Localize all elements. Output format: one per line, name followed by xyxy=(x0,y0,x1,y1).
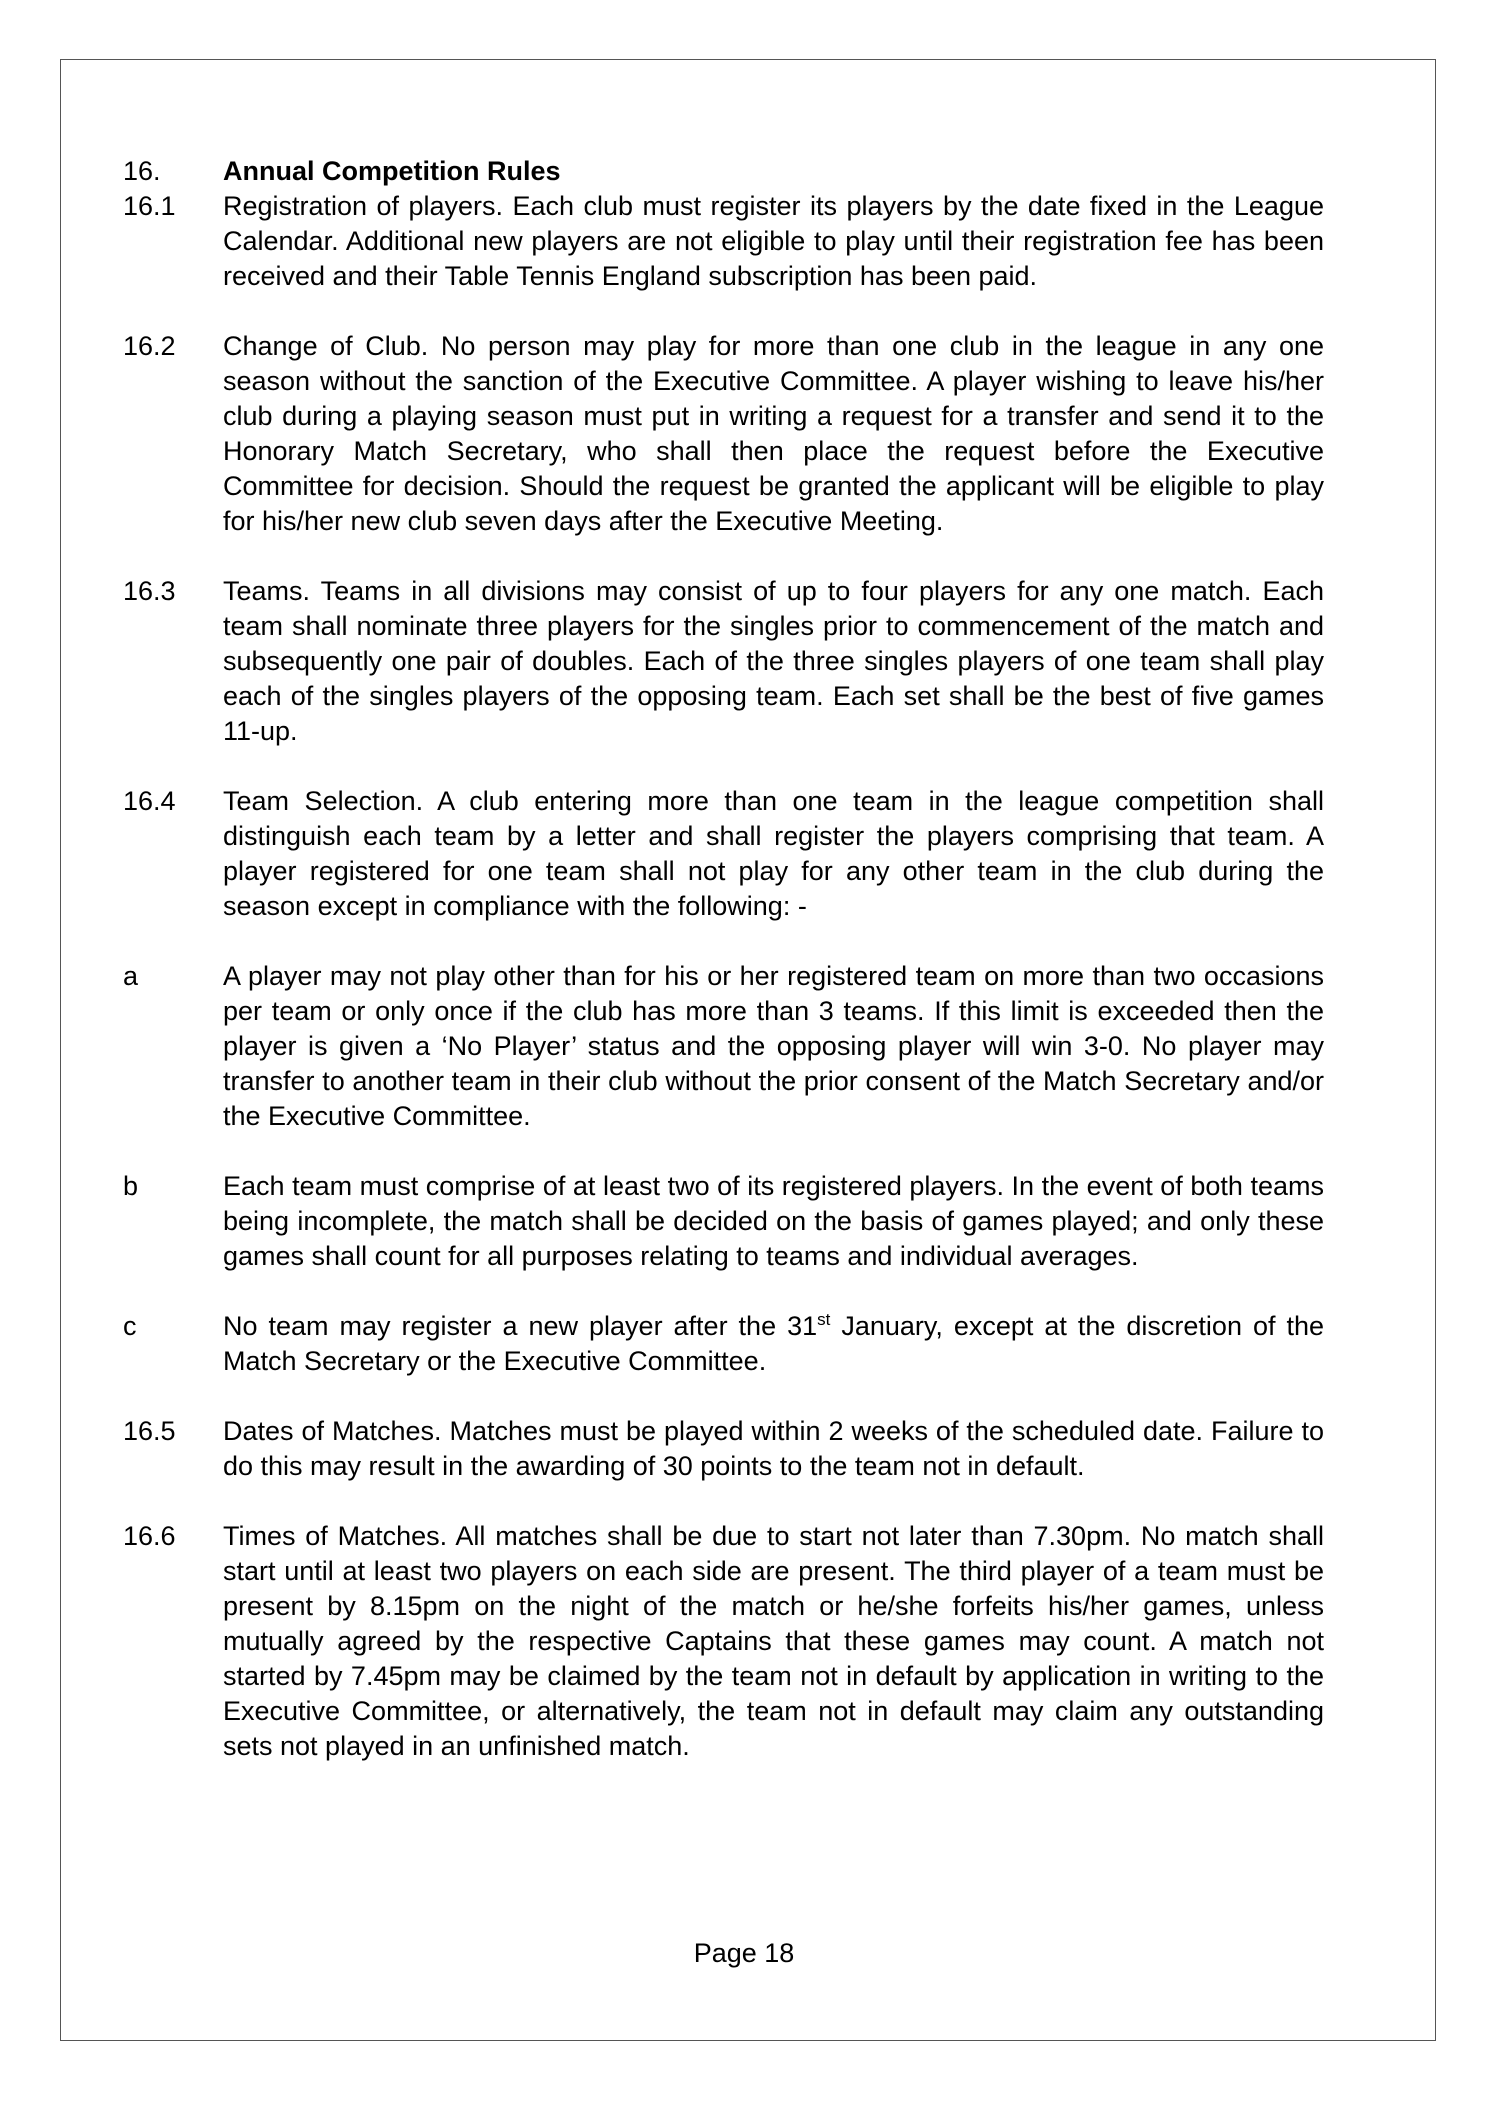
rule-number: b xyxy=(123,1171,139,1201)
document-body xyxy=(123,154,1324,1799)
section-number: 16. xyxy=(123,156,161,186)
rule-text: Teams. Teams in all divisions may consist of up to four players for any one match. Each team shall nominate three players for the singles prior to commencement of the match and subsequently one pair of doubles. Each of the three singles players of one team shall play each of the singles players of the opposing team. Each set shall be the best of five games 11-up. xyxy=(223,576,1324,746)
rule-number: 16.5 xyxy=(123,1416,176,1446)
rule-text: Change of Club. No person may play for more than one club in the league in any one season without the sanction of the Executive Committee. A player wishing to leave his/her club during a playing season must put in writing a request for a transfer and send it to the Honorary Match Secretary, who shall then place the request before the Executive Committee for decision. Should the request be granted the applicant will be eligible to play for his/her new club seven days after the Executive Meeting. xyxy=(223,331,1324,536)
ordinal-suffix: st xyxy=(817,1310,831,1329)
rule-number: 16.6 xyxy=(123,1521,176,1551)
rule-text: Registration of players. Each club must register its players by the date fixed in the League Calendar. Additional new players are not eligible to play until their registration fee has been received and their Table Tennis England subscription has been paid. xyxy=(223,191,1324,291)
section-title: Annual Competition Rules xyxy=(223,156,561,186)
rule-16-4 xyxy=(123,784,1324,924)
rule-number: 16.3 xyxy=(123,576,176,606)
rule-number: 16.4 xyxy=(123,786,176,816)
rule-text-before: No team may register a new player after the 31 xyxy=(223,1311,818,1341)
rule-16-4-c xyxy=(123,1309,1324,1379)
rule-16-3 xyxy=(123,574,1324,749)
rule-16-4-a xyxy=(123,959,1324,1134)
rule-text: A player may not play other than for his or her registered team on more than two occasions per team or only once if the club has more than 3 teams. If this limit is exceeded then the player is given a ‘No Player’ status and the opposing player will win 3-0. No player may transfer to another team in their club without the prior consent of the Match Secretary and/or the Executive Committee. xyxy=(223,961,1324,1131)
rule-number: c xyxy=(123,1311,137,1341)
rule-text-after: January, except at the discretion of the Match Secretary or the Executive Committee. xyxy=(223,1311,1324,1376)
rule-16-2 xyxy=(123,329,1324,539)
rule-16-6 xyxy=(123,1519,1324,1764)
rule-text: Each team must comprise of at least two of its registered players. In the event of both teams being incomplete, the match shall be decided on the basis of games played; and only these games shall count for all purposes relating to teams and individual averages. xyxy=(223,1171,1324,1271)
rule-number: 16.2 xyxy=(123,331,176,361)
section-heading xyxy=(123,154,1324,189)
rule-16-1 xyxy=(123,189,1324,294)
rule-number: a xyxy=(123,961,139,991)
page-number: Page 18 xyxy=(693,1938,795,1968)
rule-text: Dates of Matches. Matches must be played within 2 weeks of the scheduled date. Failure to do this may result in the awarding of 30 points to the team not in default. xyxy=(223,1416,1324,1481)
rule-16-4-b xyxy=(123,1169,1324,1274)
rule-text: Team Selection. A club entering more than one team in the league competition shall distinguish each team by a letter and shall register the players comprising that team. A player registered for one team shall not play for any other team in the club during the season except in compliance with the following: - xyxy=(223,786,1324,921)
rule-text xyxy=(223,1309,1324,1379)
rule-text: Times of Matches. All matches shall be due to start not later than 7.30pm. No match shall start until at least two players on each side are present. The third player of a team must be present by 8.15pm on the night of the match or he/she forfeits his/her games, unless mutually agreed by the respective Captains that these games may count. A match not started by 7.45pm may be claimed by the team not in default by application in writing to the Executive Committee, or alternatively, the team not in default may claim any outstanding sets not played in an unfinished match. xyxy=(223,1521,1324,1761)
rule-16-5 xyxy=(123,1414,1324,1484)
rule-number: 16.1 xyxy=(123,191,176,221)
